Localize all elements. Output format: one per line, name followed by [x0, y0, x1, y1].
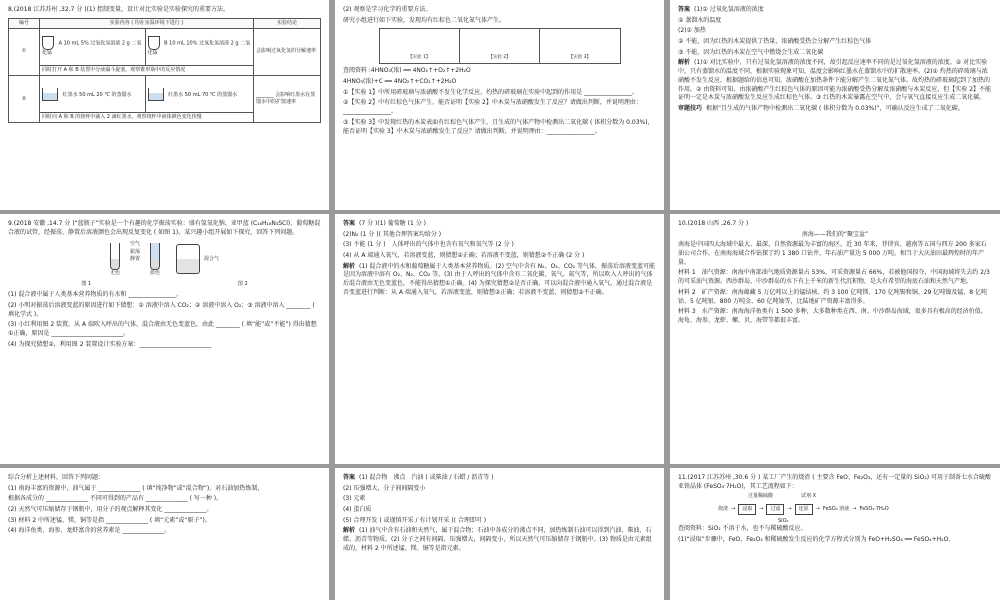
label-still: 静置 [129, 255, 140, 262]
test-tube-icon [110, 243, 120, 270]
answer-line: (5) 合理开发 ( 或谨慎开采 / 有计划开采 )( 合理即可 ) [343, 516, 487, 524]
figure-exp3 [540, 29, 619, 63]
text-line: ①【实验 1】中所用碎玻璃与浓硝酸不发生化学反应，灼热的碎玻璃在实验中起到的作用是 ________________。 [343, 88, 639, 96]
paragraph: 材料 3 水产资源：南海海洋鱼类有 1 500 多种，大多数种类在西、南、中沙群岛海域，很多具有极高的经济价值。海龟、海参、龙虾、螺、贝、海带等都很丰富。 [678, 308, 987, 324]
figure-label: 【实验 2】 [488, 54, 511, 60]
apparatus-b-label: 红墨水 50 mL 70 ℃ 的蒸馏水 [168, 91, 238, 98]
answer-line: (3) 不能 (1 分 ) 人体呼出的气体中也含有氧气和氧气等 (2 分 ) [343, 241, 514, 249]
answer-line: (4) 蛋白质 [343, 506, 372, 514]
page-q10-questions [0, 468, 329, 600]
text-line: 查阅资料：SiO₂ 不溶于水，也不与稀硫酸反应。 [678, 525, 807, 533]
procedure-text: 同时向 A 和 B 的烧杯中滴入 2 滴红墨水，观察烧杯中液体颜色变化快慢 [40, 113, 254, 123]
explanation-label: 解析 [678, 59, 691, 67]
answer-line: (1) 混合物 沸点 汽油 ( 或柴油 / 石蜡 / 沥青等 ) [359, 474, 494, 481]
label-blue: 蓝色 [150, 269, 161, 276]
figure-exp1 [380, 29, 460, 63]
question-text: 9.(2018 安徽 ,14.7 分 )“蓝瓶子”实验是一个有趣的化学振荡实验：盛有氢氧化钠、亚甲蓝 (C₁₆H₁₈N₃SCl)、葡萄糖混合液的试管，经振荡、静置后溶液颜色会出现反复变化 ( 如图 1)。某兴趣小组开展如下探究，回答下列问题。 [8, 220, 321, 236]
tip-label: 审题技巧 [678, 104, 703, 112]
process-flow [718, 504, 992, 515]
text-line: 研究小组进行如下实验，发现均有红棕色二氧化氮气体产生。 [343, 16, 506, 24]
figure-exp2 [460, 29, 540, 63]
answer-line: ② 蒸馏水的温度 [678, 16, 722, 24]
page-q11 [670, 468, 1000, 600]
apparatus-b-label: B 10 mL 10% 过氧化氢溶液 2 g 二氧化锰 [147, 40, 251, 57]
equation-line: 4HNO₃(浓)+C ══ 4NO₂↑+CO₂↑+2H₂O [343, 78, 457, 86]
question-text: 10.(2018 山西 ,26.7 分 ) [678, 220, 749, 227]
label-colorless: 无色 [109, 269, 120, 276]
header-content: 实验内容 ( 均在室温环境下进行 ) [40, 18, 254, 28]
answer-line: (1)① 过氧化氢溶液的浓度 [694, 6, 764, 13]
row-number: ② [9, 76, 40, 123]
figure-label: 【实验 1】 [408, 54, 431, 60]
label-mixed-gas: 混合气 [204, 255, 220, 262]
sub-question: (1)“浸取”步骤中，FeO、Fe₂O₃ 和稀硫酸发生反应的化学方程式分别为 FeO+H₂SO₄ ══ FeSO₄+H₂O、 [678, 535, 955, 543]
explanation-text: (1) 油气中含有石油和天然气，属于混合物；石油中各成分的沸点不同，加热炼制石油可以得到汽油、柴油、石蜡、沥青等物质。(2) 分子之间有间隔，压强增大，间隔变小，所以天然气可压缩储存于钢瓶中。(3) 物质是由元素组成的，材料 2 中所述锰、镁、铜等是指元素。 [343, 527, 652, 552]
sub-question: (2) 小明对振荡后溶液变蓝的原因进行如下猜想：① 溶液中溶入 CO₂；② 溶液中溶入 O₂；③ 溶液中溶入 ________ ( 填化学式 )。 [8, 302, 315, 318]
flow-step: 还原 [795, 504, 813, 515]
result-cell: _______ 会影响红墨水在蒸馏水中的扩散速率 [254, 76, 321, 123]
answer-line: (2)① 加热 [678, 27, 706, 35]
gas-bottle-icon [176, 244, 200, 274]
page-answer-q10 [335, 468, 664, 600]
arrow-right-icon: → [731, 505, 736, 512]
text-line: ②【实验 2】中有红棕色气体产生，能否证明【实验 2】中木炭与浓硝酸发生了反应？请做出判断，并说明理由：________________。 [343, 99, 642, 116]
flow-product: FeSO₄·7H₂O [859, 505, 889, 512]
paragraph: 材料 2 矿产资源：南海蕴藏 5 万亿吨以上的锰结核、约 3 100 亿吨镁、170 亿吨锡和铜、29 亿吨镍及锰、8 亿吨钴、5 亿吨银、800 万吨金、60 亿吨铀等，比陆地矿产资源丰富得多。 [678, 288, 987, 305]
explanation-text: (1) 混合液中的水和葡萄糖属于人类基本营养物质。(2) 空气中含有 N₂、O₂、CO₂ 等气体，振荡后溶液变蓝可能是因为溶液中溶有 O₂、N₂、CO₂ 等。(3) 由于人呼出的气体中含有二氧化碳、氧气、氮气等，所以吹入人呼出的气体后混合液由无色变蓝色，不能得出猜想①正确。(4) 为探究猜想②是否正确，可以向混合液中通入氧气，通过混合液是否变蓝进行判断：从 A 端通入氧气，若溶液变蓝，则猜想②正确；若溶液不变蓝，则猜想②不正确。 [343, 262, 655, 296]
sub-question: (1) 南海丰富的资源中，油气属于 ______________ ( 填“纯净物”或“混合物”)。对石油加热炼制， [8, 484, 264, 492]
label-shake: 振荡 [129, 248, 140, 255]
flask-icon [148, 36, 160, 50]
figure-caption: 图 2 [237, 281, 248, 288]
reagent-label: 过量稀硫酸 [748, 493, 774, 500]
procedure-text: 同时打开 A 和 B 装置中分液漏斗旋塞，观察锥形瓶中的反应情况 [40, 65, 254, 75]
flow-step: 过滤 [766, 504, 784, 515]
text-line: (2) 观察是学习化学的重要方法。 [343, 6, 432, 13]
answer-line: (3) 元素 [343, 495, 366, 503]
article-title: 南海——我们的“聚宝盆” [801, 230, 869, 238]
beaker-icon [42, 88, 58, 101]
apparatus-a-label: 红墨水 50 mL 20 ℃ 的蒸馏水 [62, 91, 132, 98]
equation-line: 查阅资料 :4HNO₃(浓) ══ 4NO₂↑+O₂↑+2H₂O [343, 67, 471, 75]
page-answer-q8 [670, 0, 1000, 210]
arrow-right-icon: → [852, 505, 857, 512]
reagent-label: 试剂 X [801, 493, 817, 500]
answer-line: (2)N₂ (1 分 )( 其他合理答案均给分 ) [343, 230, 442, 238]
question-text: 11.(2017 江苏苏州 ,30.6 分 ) 某工厂产生的烧渣 ( 主要含 FeO、Fe₂O₃，还有一定量的 SiO₂) 可用于制备七水合硫酸亚铁晶体 (FeSO₄·7H₂O)，其工艺流程如下： [678, 474, 992, 490]
flow-byproduct: SiO₂ [778, 517, 789, 524]
page-answer-q9 [335, 214, 664, 464]
question-text: 8.(2018 江苏苏州 ,32.7 分 )(1) 控制变量，设计对比实验是实验探究的重要方法。 [8, 6, 229, 13]
apparatus-b [145, 76, 253, 113]
figure-2 [176, 241, 219, 277]
tip-text: 根据“且生成的气体产物中检测出二氧化碳 ( 体积分数为 0.03%)”，可确认反应生成了二氧化碳。 [706, 104, 964, 112]
page-q8 [0, 0, 329, 210]
flow-product: FeSO₄ 溶液 [822, 505, 850, 512]
page-q9 [0, 214, 329, 464]
sub-question: 根据各成分的 ______________ 不同可得到的产品有 ______________ ( 写一种 )。 [8, 495, 223, 503]
sub-question: (4) 为探究猜想②，利用图 2 装置设计实验方案：________________________ [8, 340, 212, 348]
experiment-table [8, 18, 321, 124]
answer-label: 答案 [678, 6, 691, 13]
apparatus-a [40, 28, 146, 65]
apparatus-a [40, 76, 146, 113]
answer-line: ③ 不能，因为红热的木炭在空气中燃烧会生成二氧化碳 [678, 48, 824, 56]
page-q10 [670, 214, 1000, 464]
header-result: 实验结论 [254, 18, 321, 28]
arrow-right-icon: → [759, 505, 764, 512]
header-number: 编号 [9, 18, 40, 28]
text-line: ③【实验 3】中发现红热的木炭表面有红棕色气体产生，且生成的气体产物中检测出二氧化碳 ( 体积分数为 0.03%)，能否证明【实验 3】中木炭与浓硝酸发生了反应？请做出判断，并说明理由：________________。 [343, 118, 654, 135]
result-cell: 会影响过氧化氢的分解速率 [254, 28, 321, 75]
answer-line: (2) 压强增大，分子间间隔变小 [343, 484, 426, 492]
figure-label: 【实验 3】 [568, 54, 591, 60]
flask-icon [42, 36, 54, 50]
answer-label: 答案 [343, 220, 356, 227]
paragraph: 材料 1 油气资源：南海中南部油气地质资源量占 53%，可采资源量占 66%，若被他国掠夺，中国海域将失去约 2/3 的可采油气资源。西沙群岛、中沙群岛的水下有上千米的新生代沉积物，是大有希望的海底石油和天然气产地。 [678, 269, 990, 286]
flow-start: 烧渣 [718, 505, 729, 512]
page-q8-part2 [335, 0, 664, 210]
explanation-label: 解析 [343, 262, 356, 270]
sub-question: (3) 材料 2 中所述锰、镁、铜等是指 ______________ ( 填“元素”或“原子”)。 [8, 516, 211, 524]
flow-step: 浸取 [738, 504, 756, 515]
answer-line: ② 不能，因为红热的木炭提供了热量，浓硝酸受热会分解产生红棕色气体 [678, 38, 872, 46]
text-line: 综合分析上述材料，回答下列问题： [8, 474, 105, 481]
arrow-right-icon: → [787, 505, 792, 512]
row-number: ① [9, 28, 40, 75]
figure-1 [110, 241, 160, 277]
figure-caption: 图 1 [81, 281, 92, 288]
answer-label: 答案 [343, 474, 356, 481]
answer-line: (7 分 )(1) 葡萄糖 (1 分 ) [359, 220, 426, 227]
explanation-label: 解析 [343, 527, 356, 535]
answer-line: (4) 从 A 端通入氧气，若溶液变蓝，则猜想②正确；若溶液不变蓝，则猜想②不正确 (2 分 ) [343, 252, 585, 260]
arrow-right-icon: → [815, 505, 820, 512]
sub-question: (1) 混合液中属于人类基本营养物质的有水和 ________________。 [8, 291, 183, 299]
beaker-icon [148, 88, 164, 101]
figure-row [8, 241, 321, 277]
sub-question: (4) 海洋鱼类、海参、龙虾富含的营养素是 ______________。 [8, 527, 171, 535]
label-air: 空气 [129, 241, 140, 248]
paragraph: 南海是中国四大海域中最大、最深、自然资源最为丰富的海区。近 30 年来，菲律宾、越南等五国与西方 200 多家石油公司合作，在南海海域合作钻探了约 1 380 口钻井，年石油产量达 5 000 万吨。相当于大庆油田最辉煌时的年产量。 [678, 241, 987, 266]
apparatus-a-label: A 10 mL 5% 过氧化氢溶液 2 g 二氧化锰 [42, 40, 142, 57]
experiment-figure [379, 28, 621, 64]
apparatus-b [145, 28, 253, 65]
sub-question: (3) 小红利用图 2 装置，从 A 端吹入呼出的气体，混合液由无色变蓝色，由此 ________ ( 填“能”或“不能”) 得出猜想①正确，原因是 ________________________。 [8, 321, 317, 338]
explanation-text: (1)① 对比实验中，只有过氧化氢溶液的浓度不同，故引起反应速率不同的是过氧化氢溶液的浓度。② 对比实验中，只有蒸馏水的温度不同，根据实验现象可知，温度会影响红墨水在蒸馏水中的扩散速率。(2)① 灼热的碎玻璃与浓硝酸不发生反应，根据题给的信息可知，浓硝酸在加热条件下能分解产生二氧化氮气体，故灼热的碎玻璃起到了加热的作用。② 由资料可知，由浓硝酸产生红棕色气体的原因可能为浓硝酸受热分解及浓硝酸与木炭反应，但【实验 2】不能证明一定是木炭与浓硝酸发生反应生成红棕色气体。③ 红热的木炭暴露在空气中，会与氧气直接反应生成二氧化碳。 [678, 59, 992, 102]
sub-question: (2) 天然气可压缩储存于钢瓶中，用分子的观点解释其变化 ______________。 [8, 506, 213, 514]
test-tube-icon [150, 243, 160, 270]
